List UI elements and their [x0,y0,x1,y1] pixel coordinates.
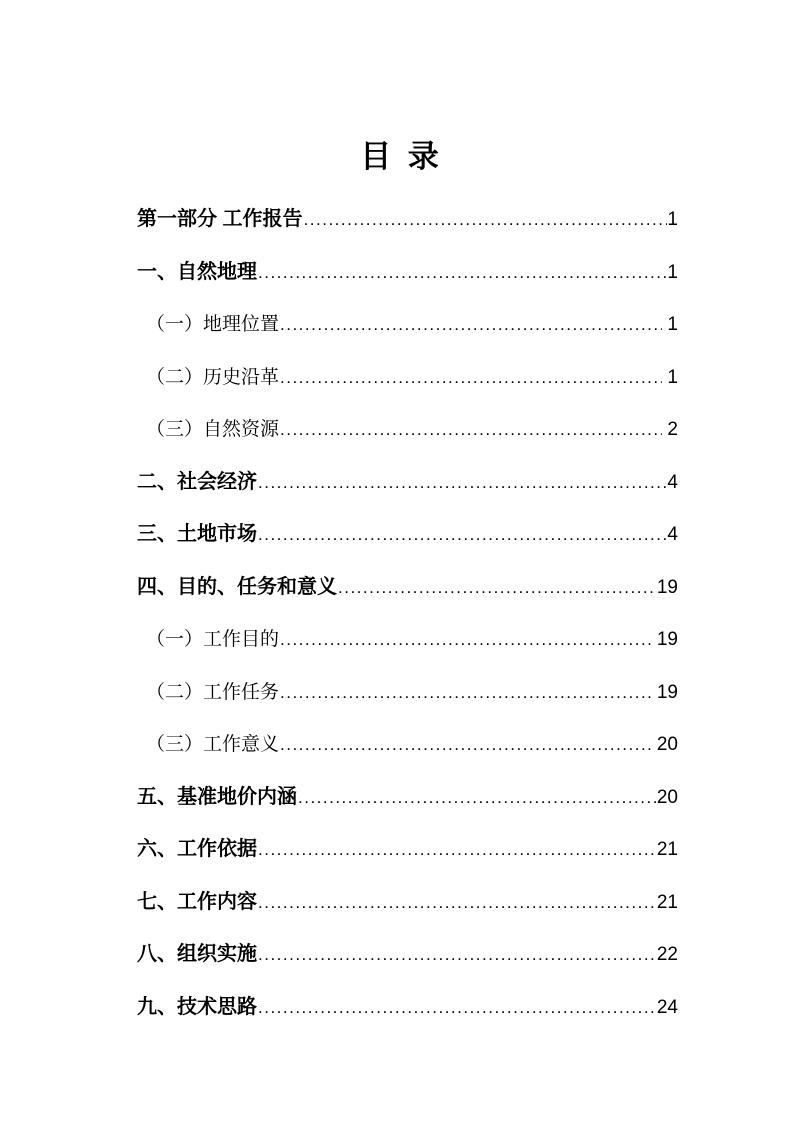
toc-entry-page: 1 [667,366,678,388]
page-title: 目 录 [360,139,440,174]
toc-entry-label[interactable]: 五、基准地价内涵 [137,785,297,808]
toc-entry[interactable] [137,941,678,994]
toc-leader-dots [279,364,662,391]
toc-entry[interactable] [137,679,678,732]
toc-entry-label[interactable]: （二）历史沿革 [146,366,280,388]
toc-entry-page: 20 [656,786,678,808]
toc-entry-label[interactable]: 七、工作内容 [137,890,257,913]
toc-entry-page: 20 [656,734,678,755]
toc-entry-page: 2 [667,419,678,440]
toc-entry-page: 21 [656,839,678,860]
toc-entry-page: 1 [667,209,678,230]
toc-entry-page: 24 [656,996,678,1018]
toc-leader-dots [257,259,667,286]
toc-leader-dots [279,416,662,443]
toc-entry-label[interactable]: 九、技术思路 [137,995,257,1018]
toc-entry-page: 19 [656,681,678,703]
toc-entry-page: 21 [656,891,678,913]
toc-leader-dots [279,311,662,338]
toc-entry-label[interactable]: （三）工作意义 [146,734,280,755]
toc-entry-label[interactable]: 三、土地市场 [137,523,257,545]
toc-entry-label[interactable]: （一）工作目的 [146,629,280,650]
toc-entry-page: 4 [667,524,678,545]
toc-leader-dots [257,889,657,916]
toc-entry-page: 1 [667,314,678,335]
toc-entry-label[interactable]: 六、工作依据 [137,838,257,860]
toc-list [137,206,678,1046]
toc-leader-dots [257,941,657,968]
toc-entry-page: 19 [656,576,678,598]
toc-leader-dots [279,679,652,706]
toc-entry-page: 19 [656,629,678,650]
toc-entry-page: 1 [667,261,678,283]
toc-entry[interactable] [137,416,678,469]
toc-entry[interactable] [137,574,678,627]
toc-entry[interactable] [137,469,678,522]
toc-leader-dots [257,836,657,863]
toc-entry[interactable] [137,836,678,889]
toc-entry[interactable] [137,521,678,574]
toc-entry[interactable] [137,994,678,1047]
toc-leader-dots [297,784,657,811]
toc-entry[interactable] [137,364,678,417]
toc-entry-label[interactable]: 第一部分 工作报告 [137,208,303,230]
toc-entry-label[interactable]: （三）自然资源 [146,419,280,440]
toc-entry[interactable] [137,259,678,312]
toc-entry[interactable] [137,889,678,942]
toc-entry-label[interactable]: 四、目的、任务和意义 [137,575,337,598]
toc-entry[interactable] [137,626,678,679]
toc-leader-dots [257,521,667,548]
toc-entry-label[interactable]: （二）工作任务 [146,681,280,703]
toc-entry-label[interactable]: 一、自然地理 [137,260,257,283]
toc-entry-label[interactable]: （一）地理位置 [146,314,280,335]
toc-entry[interactable] [137,311,678,364]
toc-entry-page: 4 [667,471,678,493]
toc-entry-label[interactable]: 二、社会经济 [137,470,257,493]
toc-leader-dots [257,994,657,1021]
toc-leader-dots [303,206,668,233]
toc-entry[interactable] [137,784,678,837]
toc-leader-dots [337,574,657,601]
toc-entry-label[interactable]: 八、组织实施 [137,943,257,965]
toc-leader-dots [279,626,652,653]
toc-entry[interactable] [137,206,678,259]
toc-leader-dots [257,469,667,496]
toc-entry[interactable] [137,731,678,784]
toc-entry-page: 22 [656,944,678,965]
toc-leader-dots [279,731,652,758]
